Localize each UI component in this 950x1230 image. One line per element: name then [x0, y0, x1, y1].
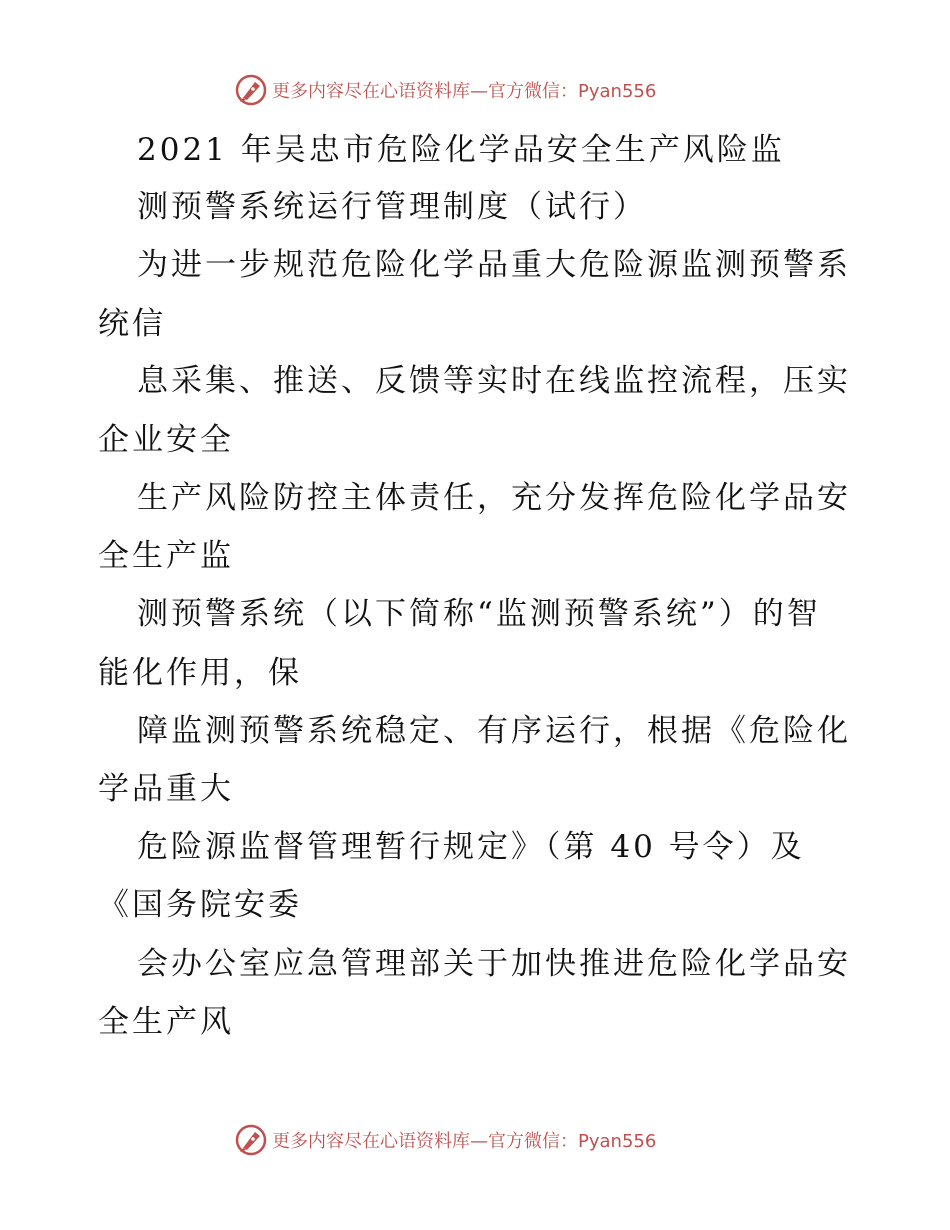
- watermark-text: 更多内容尽在心语资料库—官方微信：Pyan556: [272, 81, 657, 102]
- paragraph-line: 学品重大: [98, 771, 234, 807]
- paragraph-line: 企业安全: [98, 422, 234, 458]
- pen-nib-circle-icon: [234, 1123, 268, 1157]
- paragraph-line: 全生产风: [98, 1004, 234, 1040]
- paragraph-line: 统信: [98, 306, 166, 342]
- watermark-text: 更多内容尽在心语资料库—官方微信：Pyan556: [272, 1131, 657, 1152]
- paragraph-line: 能化作用，保: [98, 655, 302, 691]
- header-watermark: [234, 72, 754, 108]
- paragraph-line: 息采集、推送、反馈等实时在线监控流程，压实: [137, 363, 851, 399]
- paragraph-line: 全生产监: [98, 538, 234, 574]
- title-line-1: 2021 年吴忠市危险化学品安全生产风险监: [137, 132, 785, 168]
- paragraph-line: 测预警系统（以下简称“监测预警系统”）的智: [137, 596, 821, 632]
- footer-watermark: [234, 1122, 754, 1158]
- title-line-2: 测预警系统运行管理制度（试行）: [137, 189, 647, 225]
- paragraph-line: 危险源监督管理暂行规定》（第 40 号令）及: [137, 829, 805, 865]
- pen-nib-circle-icon: [234, 73, 268, 107]
- paragraph-line: 会办公室应急管理部关于加快推进危险化学品安: [137, 946, 851, 982]
- paragraph-line: 《国务院安委: [98, 887, 302, 923]
- paragraph-line: 生产风险防控主体责任，充分发挥危险化学品安: [137, 480, 851, 516]
- paragraph-line: 障监测预警系统稳定、有序运行，根据《危险化: [137, 713, 851, 749]
- paragraph-line: 为进一步规范危险化学品重大危险源监测预警系: [137, 247, 851, 283]
